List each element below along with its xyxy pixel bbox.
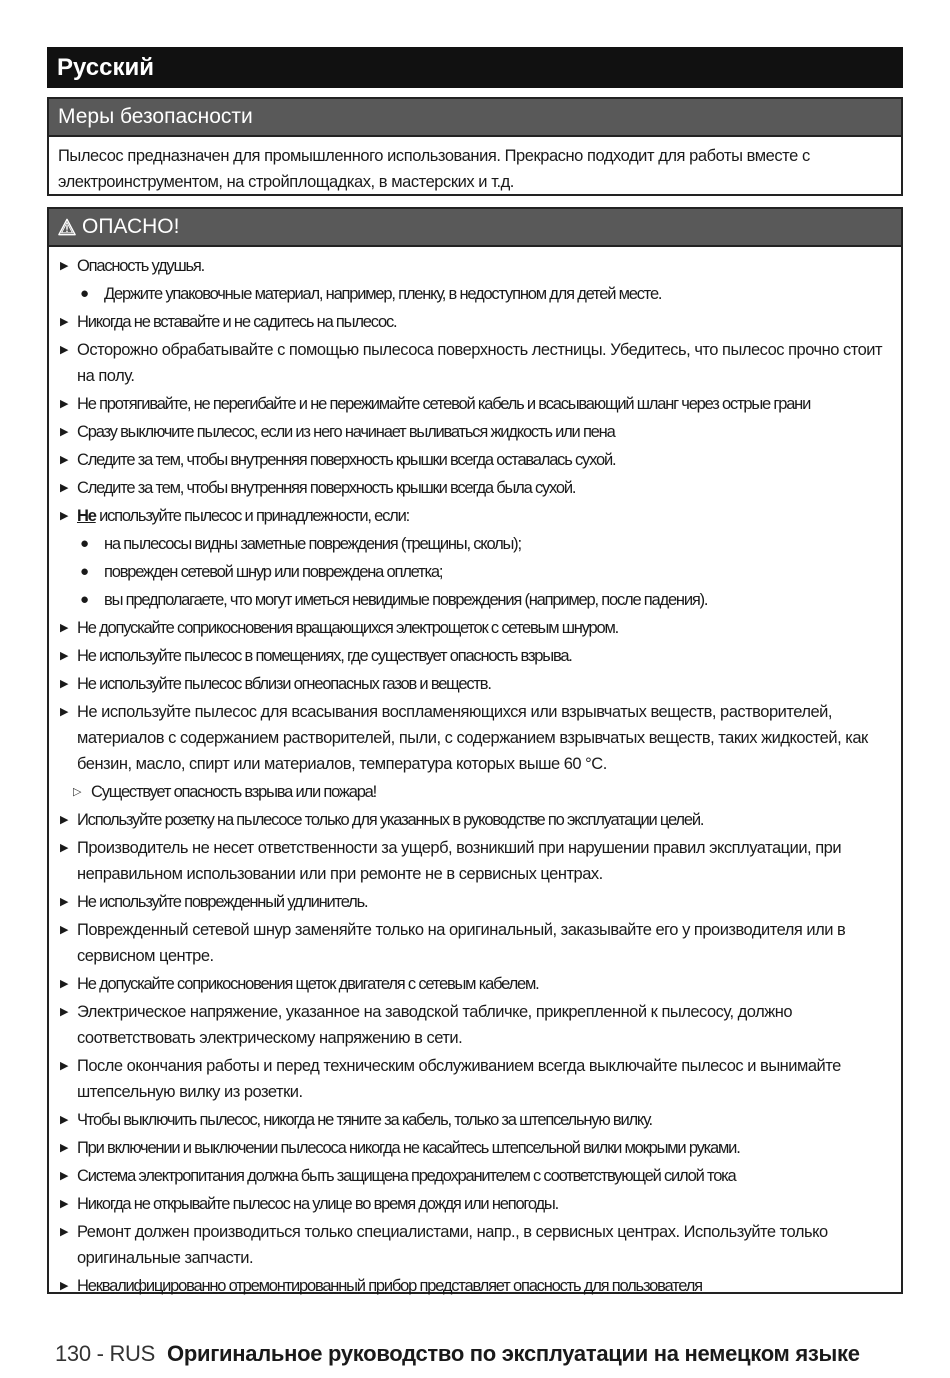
triangle-bullet-icon: ▶ — [60, 510, 68, 522]
triangle-bullet-icon: ▶ — [60, 1114, 68, 1126]
list-item — [49, 1053, 901, 1105]
triangle-bullet-icon: ▶ — [60, 344, 68, 356]
item-text: Никогда не открывайте пылесос на улице во время дождя или непогоды. — [77, 1195, 558, 1213]
item-text: При включении и выключении пылесоса никогда не касайтесь штепсельной вилки мокрыми руками. — [77, 1139, 740, 1157]
safety-text: Пылесос предназначен для промышленного использования. Прекрасно подходит для работы вместе с электроинструментом, на стройплощадках, в мастерских и т.д. — [58, 147, 810, 191]
sub-list-item — [49, 531, 901, 557]
item-text: Сразу выключите пылесос, если из него начинает выливаться жидкость или пена — [77, 423, 615, 441]
list-item — [49, 999, 901, 1051]
list-item — [49, 1273, 901, 1299]
list-item — [49, 1107, 901, 1133]
item-text: Не используйте пылесос в помещениях, где существует опасность взрыва. — [77, 647, 572, 665]
danger-header — [49, 209, 901, 247]
item-text: Не допускайте соприкосновения вращающихся электрощеток с сетевым шнуром. — [77, 619, 619, 637]
item-text: Неквалифицированно отремонтированный прибор представляет опасность для пользователя — [77, 1277, 702, 1295]
list-item — [49, 475, 901, 501]
item-text: Никогда не вставайте и не садитесь на пылесос. — [77, 313, 397, 331]
item-text: Поврежденный сетевой шнур заменяйте только на оригинальный, заказывайте его у производителя или в сервисном центре. — [77, 921, 846, 965]
triangle-bullet-icon: ▶ — [60, 842, 68, 854]
item-text: поврежден сетевой шнур или повреждена оплетка; — [104, 563, 443, 581]
danger-section — [47, 207, 903, 1294]
list-item — [49, 615, 901, 641]
list-item — [49, 503, 901, 529]
triangle-bullet-icon: ▶ — [60, 678, 68, 690]
list-item — [49, 835, 901, 887]
triangle-bullet-icon: ▶ — [60, 978, 68, 990]
sub-list-item — [49, 281, 901, 307]
hollow-triangle-bullet-icon: ▷ — [73, 786, 81, 798]
triangle-bullet-icon: ▶ — [60, 454, 68, 466]
item-text: Не используйте пылесос вблизи огнеопасных газов и веществ. — [77, 675, 491, 693]
list-item — [49, 643, 901, 669]
danger-list — [49, 247, 901, 1299]
triangle-bullet-icon: ▶ — [60, 316, 68, 328]
triangle-bullet-icon: ▶ — [60, 650, 68, 662]
triangle-bullet-icon: ▶ — [60, 896, 68, 908]
safety-title: Меры безопасности — [49, 99, 901, 137]
list-item — [49, 971, 901, 997]
sub-list-item — [49, 587, 901, 613]
triangle-bullet-icon: ▶ — [60, 1142, 68, 1154]
list-item — [49, 807, 901, 833]
item-text: Осторожно обрабатывайте с помощью пылесоса поверхность лестницы. Убедитесь, что пылесос прочно стоит на полу. — [77, 341, 883, 385]
list-item — [49, 253, 901, 279]
item-text: Не допускайте соприкосновения щеток двигателя с сетевым кабелем. — [77, 975, 539, 993]
item-text: Держите упаковочные материал, например, пленку, в недоступном для детей месте. — [104, 285, 662, 303]
dot-bullet-icon: ● — [80, 591, 88, 608]
item-text: Не используйте поврежденный удлинитель. — [77, 893, 368, 911]
triangle-bullet-icon: ▶ — [60, 1198, 68, 1210]
dot-bullet-icon: ● — [80, 563, 88, 580]
footer-title: Оригинальное руководство по эксплуатации на немецком языке — [167, 1341, 860, 1366]
safety-section — [47, 97, 903, 196]
item-text: используйте пылесос и принадлежности, если: — [95, 507, 409, 525]
triangle-bullet-icon: ▶ — [60, 482, 68, 494]
triangle-bullet-icon: ▶ — [60, 1280, 68, 1292]
language-heading: Русский — [47, 47, 903, 88]
danger-title: ОПАСНО! — [82, 215, 180, 238]
triangle-bullet-icon: ▶ — [60, 924, 68, 936]
triangle-bullet-icon: ▶ — [60, 398, 68, 410]
list-item — [49, 699, 901, 777]
item-text: Чтобы выключить пылесос, никогда не тяните за кабель, только за штепсельную вилку. — [77, 1111, 652, 1129]
triangle-bullet-icon: ▶ — [60, 1006, 68, 1018]
list-item — [49, 419, 901, 445]
list-item — [49, 1135, 901, 1161]
list-item — [49, 1191, 901, 1217]
page-number: 130 - RUS — [55, 1341, 156, 1366]
triangle-bullet-icon: ▶ — [60, 426, 68, 438]
item-text: Не используйте пылесос для всасывания воспламеняющихся или взрывчатых веществ, растворителей, материалов с содержанием растворителей, пыли, с содержанием взрывчатых веществ, таких жидкостей, как бензин, масло, спирт или материалов, температура которых выше 60 °C. — [77, 703, 868, 773]
list-item — [49, 671, 901, 697]
triangle-bullet-icon: ▶ — [60, 1170, 68, 1182]
triangle-bullet-icon: ▶ — [60, 814, 68, 826]
list-item — [49, 309, 901, 335]
sub-list-item — [49, 559, 901, 585]
item-text: Ремонт должен производиться только специалистами, напр., в сервисных центрах. Используйте только оригинальные запчасти. — [77, 1223, 828, 1267]
item-text: Опасность удушья. — [77, 257, 205, 275]
consequence-item — [49, 779, 901, 805]
triangle-bullet-icon: ▶ — [60, 706, 68, 718]
list-item — [49, 1219, 901, 1271]
item-text: на пылесосы видны заметные повреждения (трещины, сколы); — [104, 535, 521, 553]
dot-bullet-icon: ● — [80, 535, 88, 552]
list-item — [49, 447, 901, 473]
list-item — [49, 337, 901, 389]
dot-bullet-icon: ● — [80, 285, 88, 302]
list-item — [49, 391, 901, 417]
item-text: вы предполагаете, что могут иметься невидимые повреждения (например, после падения). — [104, 591, 708, 609]
triangle-bullet-icon: ▶ — [60, 260, 68, 272]
item-text: Следите за тем, чтобы внутренняя поверхность крышки всегда была сухой. — [77, 479, 576, 497]
item-text: Производитель не несет ответственности за ущерб, возникший при нарушении правил эксплуатации, при неправильном использовании или при ремонте не в сервисных центрах. — [77, 839, 842, 883]
item-text: После окончания работы и перед техническим обслуживанием всегда выключайте пылесос и вынимайте штепсельную вилку из розетки. — [77, 1057, 841, 1101]
triangle-bullet-icon: ▶ — [60, 622, 68, 634]
warning-triangle-icon — [58, 218, 76, 236]
item-text: Используйте розетку на пылесосе только для указанных в руководстве по эксплуатации целей. — [77, 811, 704, 829]
item-text: Существует опасность взрыва или пожара! — [91, 783, 377, 801]
triangle-bullet-icon: ▶ — [60, 1060, 68, 1072]
item-text: Не протягивайте, не перегибайте и не пережимайте сетевой кабель и всасывающий шланг через острые грани — [77, 395, 811, 413]
triangle-bullet-icon: ▶ — [60, 1226, 68, 1238]
emphasis-text: Не — [77, 507, 96, 525]
page-footer — [55, 1339, 860, 1369]
list-item — [49, 889, 901, 915]
item-text: Следите за тем, чтобы внутренняя поверхность крышки всегда оставалась сухой. — [77, 451, 616, 469]
item-text: Система электропитания должна быть защищена предохранителем с соответствующей силой тока — [77, 1167, 736, 1185]
list-item — [49, 917, 901, 969]
list-item — [49, 1163, 901, 1189]
item-text: Электрическое напряжение, указанное на заводской табличке, прикрепленной к пылесосу, должно соответствовать электрическому напряжению в сети. — [77, 1003, 793, 1047]
